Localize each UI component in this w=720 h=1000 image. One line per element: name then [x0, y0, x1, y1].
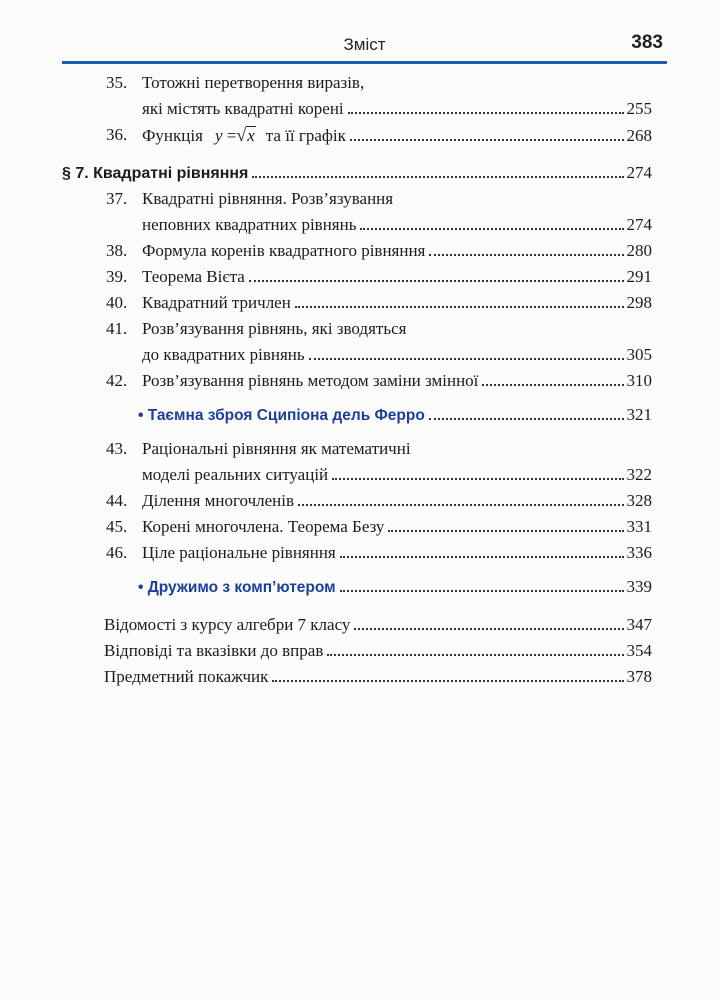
toc-entry-44[interactable]	[62, 488, 652, 514]
toc-appendix-entry-3[interactable]	[62, 664, 652, 690]
dot-leader	[340, 590, 624, 592]
page-header	[62, 32, 667, 58]
entry-page: 321	[626, 405, 652, 424]
entry-title-line2: які містять квадратні корені	[142, 99, 344, 118]
dot-leader	[295, 306, 624, 308]
toc-entry-43-cont[interactable]	[62, 462, 652, 488]
entry-title-prefix: Функція	[142, 126, 203, 145]
entry-title: Квадратний тричлен	[142, 293, 291, 312]
dot-leader	[309, 358, 624, 360]
entry-title: Розв’язування рівнянь методом заміни змінної	[142, 371, 479, 390]
entry-title-line1: Раціональні рівняння як математичні	[142, 439, 411, 458]
toc-entry-37-cont[interactable]	[62, 212, 652, 238]
appendix-title: Відповіді та вказівки до вправ	[104, 641, 324, 660]
appendix-title: Відомості з курсу алгебри 7 класу	[104, 615, 351, 634]
entry-title-suffix: та її графік	[265, 126, 346, 145]
entry-number: 42.	[106, 371, 128, 390]
toc-appendix-entry-2[interactable]	[62, 638, 652, 664]
entry-title-line1: Квадратні рівняння. Розв’язування	[142, 189, 394, 208]
entry-page: 310	[626, 371, 652, 390]
toc-bonus-entry-1[interactable]	[62, 402, 652, 428]
entry-page: 298	[626, 293, 652, 312]
sqrt-icon: √	[236, 125, 247, 145]
function-formula	[215, 122, 256, 149]
entry-page: 347	[626, 615, 652, 634]
toc-bonus-entry-2[interactable]	[62, 574, 652, 600]
entry-page: 280	[626, 241, 652, 260]
bonus-title: • Таємна зброя Сципіона дель Ферро	[138, 407, 425, 424]
header-page-number: 383	[631, 32, 663, 53]
entry-number: 43.	[106, 439, 128, 458]
toc-entry-38[interactable]	[62, 238, 652, 264]
entry-page: 291	[626, 267, 652, 286]
entry-title-line1: Тотожні перетворення виразів,	[142, 73, 365, 92]
entry-number: 45.	[106, 517, 128, 536]
dot-leader	[350, 139, 624, 141]
toc-entry-41-cont[interactable]	[62, 342, 652, 368]
entry-page: 339	[626, 577, 652, 596]
entry-number: 38.	[106, 241, 128, 260]
entry-number: 46.	[106, 543, 128, 562]
formula-equals: =	[226, 126, 237, 145]
entry-number: 44.	[106, 491, 128, 510]
entry-number: 40.	[106, 293, 128, 312]
dot-leader	[482, 384, 623, 386]
entry-title: Формула коренів квадратного рівняння	[142, 241, 426, 260]
dot-leader	[249, 280, 624, 282]
dot-leader	[354, 628, 623, 630]
dot-leader	[327, 654, 623, 656]
entry-page: 274	[626, 163, 652, 182]
entry-title: Ціле раціональне рівняння	[142, 543, 336, 562]
toc-section-7[interactable]	[62, 160, 652, 186]
entry-number: 36.	[106, 125, 128, 144]
dot-leader	[388, 530, 623, 532]
entry-page: 255	[626, 99, 652, 118]
dot-leader	[332, 478, 623, 480]
bonus-title: • Дружимо з комп’ютером	[138, 579, 336, 596]
entry-title-line2: моделі реальних ситуацій	[142, 465, 329, 484]
dot-leader	[298, 504, 623, 506]
entry-page: 305	[626, 345, 652, 364]
entry-title: Теорема Вієта	[142, 267, 245, 286]
entry-title: Ділення многочленів	[142, 491, 295, 510]
dot-leader	[252, 176, 623, 178]
toc-entry-37[interactable]	[62, 186, 652, 212]
dot-leader	[360, 228, 623, 230]
entry-page: 336	[626, 543, 652, 562]
entry-page: 378	[626, 667, 652, 686]
toc-entry-35-cont[interactable]	[62, 96, 652, 122]
dot-leader	[340, 556, 624, 558]
dot-leader	[429, 254, 623, 256]
entry-number: 39.	[106, 267, 128, 286]
appendix-title: Предметний покажчик	[104, 667, 269, 686]
entry-number: 35.	[106, 73, 128, 92]
dot-leader	[429, 418, 624, 420]
formula-variable-y: y	[214, 126, 223, 145]
header-rule	[62, 61, 667, 64]
entry-page: 268	[626, 126, 652, 145]
toc-entry-42[interactable]	[62, 368, 652, 394]
entry-title-line1: Розв’язування рівнянь, які зводяться	[142, 319, 407, 338]
entry-page: 328	[626, 491, 652, 510]
toc-entry-35[interactable]	[62, 70, 652, 96]
toc-entry-41[interactable]	[62, 316, 652, 342]
entry-number: 41.	[106, 319, 128, 338]
entry-page: 331	[626, 517, 652, 536]
toc-entry-39[interactable]	[62, 264, 652, 290]
entry-page: 322	[626, 465, 652, 484]
toc-entry-43[interactable]	[62, 436, 652, 462]
toc-entry-40[interactable]	[62, 290, 652, 316]
entry-page: 354	[626, 641, 652, 660]
entry-number: 37.	[106, 189, 128, 208]
toc-entry-46[interactable]	[62, 540, 652, 566]
formula-variable-x: x	[247, 126, 255, 145]
section-title: § 7. Квадратні рівняння	[62, 165, 249, 182]
entry-title: Корені многочлена. Теорема Безу	[142, 517, 385, 536]
toc-entry-45[interactable]	[62, 514, 652, 540]
entry-title-line2: до квадратних рівнянь	[142, 345, 305, 364]
dot-leader	[348, 112, 624, 114]
toc-appendix-entry-1[interactable]	[62, 612, 652, 638]
entry-title-line2: неповних квадратних рівнянь	[142, 215, 357, 234]
dot-leader	[272, 680, 623, 682]
table-of-contents	[62, 70, 652, 690]
entry-page: 274	[626, 215, 652, 234]
header-title: Зміст	[343, 35, 386, 54]
toc-entry-36[interactable]	[62, 122, 652, 148]
